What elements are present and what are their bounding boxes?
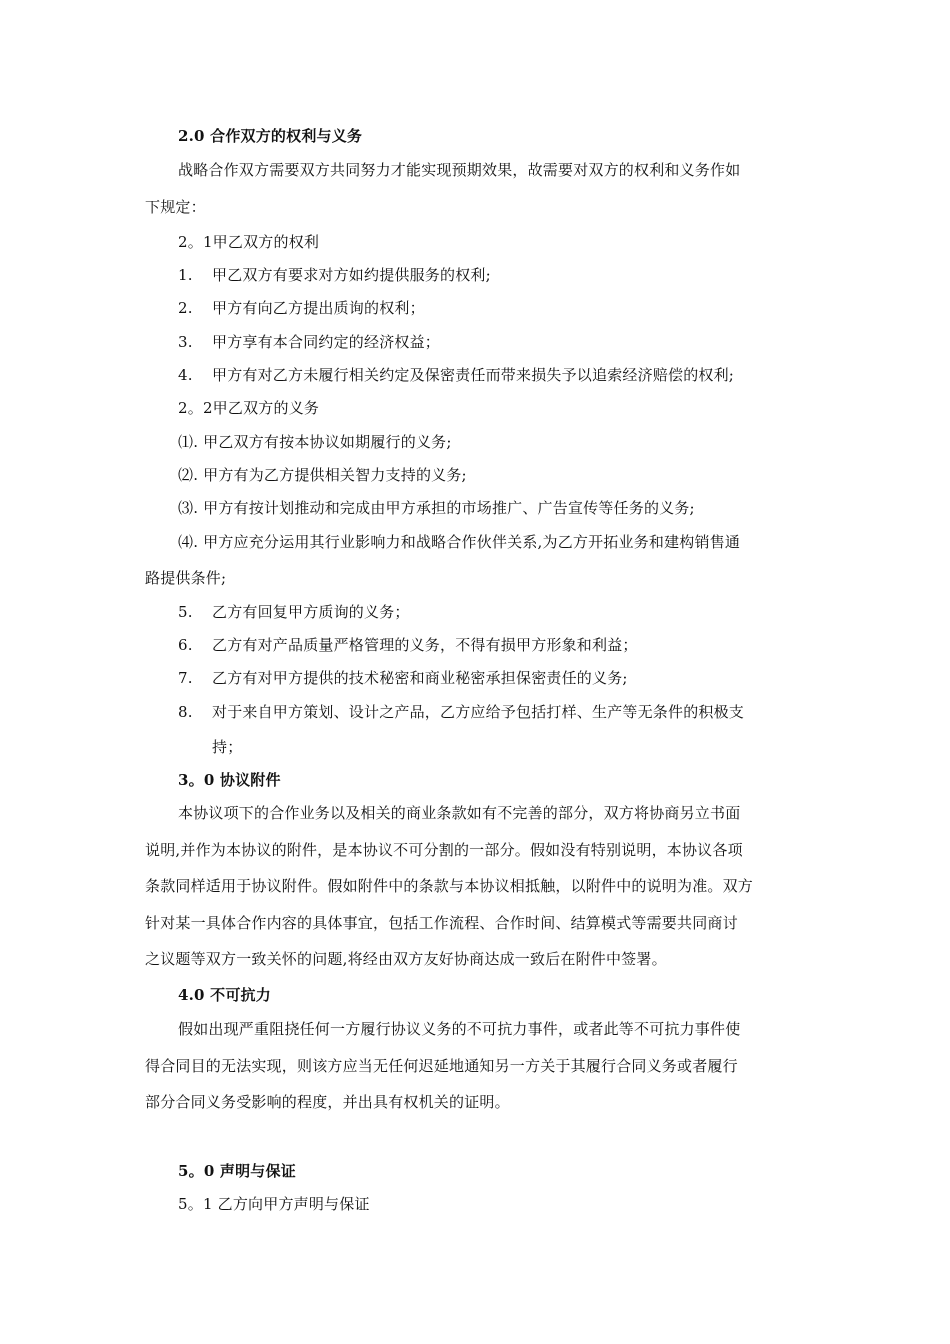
rights-item-2-number: 2. [178,299,193,317]
duties-item-6-number: 6. [178,636,193,654]
duties-item-4: ⑷. 甲方应充分运用其行业影响力和战略合作伙伴关系,为乙方开拓业务和建构销售通 [178,533,741,551]
rights-item-2-text: 甲方有向乙方提出质询的权利； [212,299,425,317]
duties-item-5-number: 5. [178,603,193,621]
duties-item-6-text: 乙方有对产品质量严格管理的义务，不得有损甲方形象和利益； [212,636,638,654]
duties-item-4-continuation: 路提供条件; [145,569,227,587]
duties-item-3: ⑶. 甲方有按计划推动和完成由甲方承担的市场推广、广告宣传等任务的义务; [178,499,695,517]
duties-item-8-text: 对于来自甲方策划、设计之产品，乙方应给予包括打样、生产等无条件的积极支 [212,703,745,721]
section-4-line-3: 部分合同义务受影响的程度，并出具有权机关的证明。 [145,1093,510,1111]
rights-item-4-text: 甲方有对乙方未履行相关约定及保密责任而带来损失予以追索经济赔偿的权利; [212,366,735,384]
subsection-5-1-title: 5。1 乙方向甲方声明与保证 [178,1195,370,1213]
section-3-line-3: 条款同样适用于协议附件。假如附件中的条款与本协议相抵触，以附件中的说明为准。双方 [145,877,754,895]
duties-item-1: ⑴. 甲乙双方有按本协议如期履行的义务; [178,433,452,451]
duties-item-5-text: 乙方有回复甲方质询的义务； [212,603,410,621]
section-4-title: 4.0 不可抗力 [178,986,271,1004]
rights-item-4-number: 4. [178,366,193,384]
rights-item-3-number: 3. [178,333,193,351]
section-3-line-1: 本协议项下的合作业务以及相关的商业条款如有不完善的部分，双方将协商另立书面 [178,804,741,822]
section-3-line-2: 说明,并作为本协议的附件，是本协议不可分割的一部分。假如没有特别说明，本协议各项 [145,841,743,859]
section-3-line-5: 之议题等双方一致关怀的问题,将经由双方友好协商达成一致后在附件中签署。 [145,950,667,968]
duties-item-2: ⑵. 甲方有为乙方提供相关智力支持的义务; [178,466,467,484]
section-5-title: 5。0 声明与保证 [178,1162,296,1180]
section-2-title: 2.0 合作双方的权利与义务 [178,127,363,145]
rights-item-1-text: 甲乙双方有要求对方如约提供服务的权利; [212,266,491,284]
section-4-line-1: 假如出现严重阻挠任何一方履行协议义务的不可抗力事件，或者此等不可抗力事件使 [178,1020,741,1038]
duties-item-8-number: 8. [178,703,193,721]
duties-item-7-text: 乙方有对甲方提供的技术秘密和商业秘密承担保密责任的义务; [212,669,628,687]
duties-item-7-number: 7. [178,669,193,687]
section-4-line-2: 得合同目的无法实现，则该方应当无任何迟延地通知另一方关于其履行合同义务或者履行 [145,1057,738,1075]
subsection-2-1-title: 2。1甲乙双方的权利 [178,233,320,251]
section-3-title: 3。0 协议附件 [178,771,281,789]
rights-item-3-text: 甲方享有本合同约定的经济权益； [212,333,441,351]
subsection-2-2-title: 2。2甲乙双方的义务 [178,399,320,417]
rights-item-1-number: 1. [178,266,193,284]
section-3-line-4: 针对某一具体合作内容的具体事宜，包括工作流程、合作时间、结算模式等需要共同商讨 [145,914,738,932]
duties-item-8-continuation: 持； [212,738,243,756]
section-2-intro-line-1: 战略合作双方需要双方共同努力才能实现预期效果，故需要对双方的权利和义务作如 [178,161,741,179]
section-2-intro-line-2: 下规定： [145,198,206,216]
